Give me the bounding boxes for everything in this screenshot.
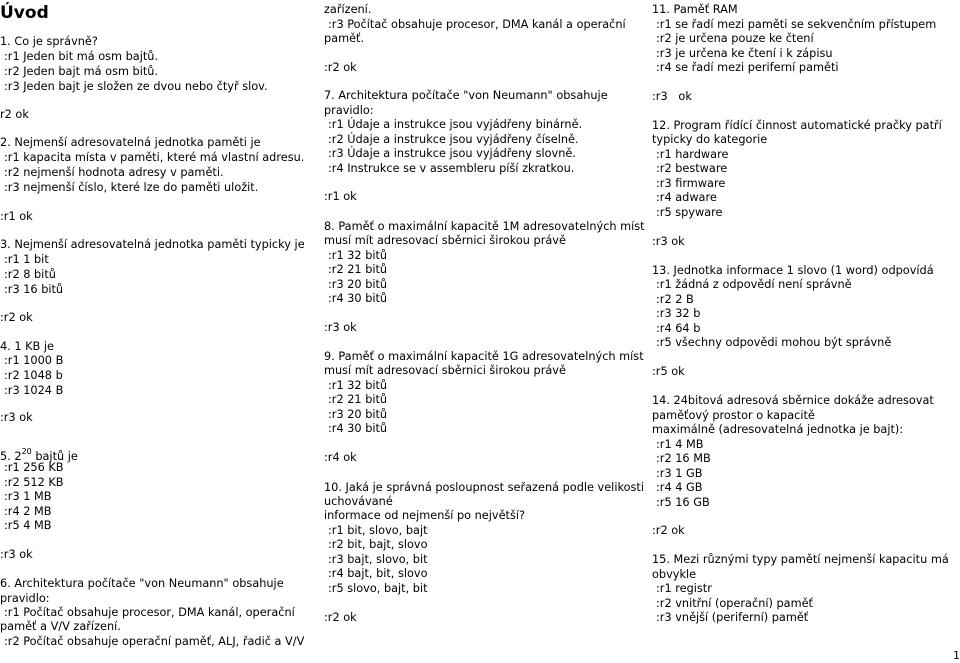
- answer-line: :r1 32 bitů: [328, 249, 388, 262]
- answer-line: :r3 vnější (periferní) paměť: [656, 611, 809, 624]
- answer-line: :r5 4 MB: [4, 519, 52, 532]
- question-9: 9. Paměť o maximální kapacitě 1G adresovatelných míst: [324, 350, 644, 363]
- answer-line: :r2 1048 b: [4, 369, 63, 382]
- correct-answer: :r2 ok: [324, 611, 357, 624]
- question-14-cont: maximálně (adresovatelná jednotka je bajt):: [652, 423, 904, 436]
- answer-line: :r4 adware: [656, 191, 717, 204]
- correct-answer: :r3 ok: [0, 548, 33, 561]
- question-4: 4. 1 KB je: [0, 340, 54, 353]
- answer-line: :r3 je určena ke čtení i k zápisu: [656, 47, 833, 60]
- question-15-cont: obvykle: [652, 568, 697, 581]
- answer-line: :r3 Jeden bajt je složen ze dvou nebo čtyř slov.: [4, 80, 268, 93]
- answer-line: :r2 je určena pouze ke čtení: [656, 32, 814, 45]
- correct-answer: :r3 ok: [324, 321, 357, 334]
- answer-line: :r3 1 GB: [656, 467, 703, 480]
- answer-line: :r1 Jeden bit má osm bajtů.: [4, 50, 159, 63]
- answer-line: :r3 20 bitů: [328, 278, 388, 291]
- answer-line: :r3 nejmenší číslo, které lze do paměti uložit.: [4, 181, 259, 194]
- answer-line: :r5 slovo, bajt, bit: [328, 582, 428, 595]
- answer-line: :r2 2 B: [656, 293, 694, 306]
- correct-answer: :r1 ok: [0, 210, 33, 223]
- answer-line: :r1 se řadí mezi paměti se sekvenčním přístupem: [656, 18, 937, 31]
- answer-line: :r3 Počítač obsahuje procesor, DMA kanál a operační: [328, 18, 626, 31]
- correct-answer: :r3 ok: [652, 235, 685, 248]
- question-7: 7. Architektura počítače "von Neumann" obsahuje: [324, 89, 608, 102]
- correct-answer: :r3 ok: [0, 411, 33, 424]
- question-5-prefix: 5. 2: [0, 450, 22, 463]
- correct-answer: :r2 ok: [0, 311, 33, 324]
- answer-line: :r2 Jeden bajt má osm bitů.: [4, 65, 159, 78]
- question-6: 6. Architektura počítače "von Neumann" obsahuje: [0, 577, 284, 590]
- answer-line: :r4 30 bitů: [328, 292, 388, 305]
- question-11: 11. Paměť RAM: [652, 3, 738, 16]
- answer-line: :r4 30 bitů: [328, 422, 388, 435]
- answer-line: :r1 1 bit: [4, 253, 49, 266]
- answer-line: :r3 1024 B: [4, 384, 64, 397]
- question-2: 2. Nejmenší adresovatelná jednotka paměti je: [0, 136, 261, 149]
- answer-line: :r4 se řadí mezi periferní paměti: [656, 61, 839, 74]
- answer-line: :r2 512 KB: [4, 476, 64, 489]
- answer-line: :r2 Údaje a instrukce jsou vyjádřeny číselně.: [328, 133, 579, 146]
- question-10-cont: informace od nejmenší po největší?: [324, 509, 525, 522]
- answer-line: :r3 20 bitů: [328, 408, 388, 421]
- answer-line: :r2 vnitřní (operační) paměť: [656, 597, 813, 610]
- question-1: 1. Co je správně?: [0, 35, 98, 48]
- answer-line: :r1 1000 B: [4, 354, 64, 367]
- answer-line: :r3 16 bitů: [4, 283, 64, 296]
- answer-line: :r1 Počítač obsahuje procesor, DMA kanál, operační: [4, 606, 295, 619]
- answer-line: :r2 bestware: [656, 162, 728, 175]
- answer-line: :r3 1 MB: [4, 490, 52, 503]
- question-8-cont: musí mít adresovací sběrnici širokou právě: [324, 234, 566, 247]
- question-5-suffix: bajtů je: [31, 450, 78, 463]
- answer-line: :r3 Údaje a instrukce jsou vyjádřeny slovně.: [328, 147, 576, 160]
- answer-line: :r2 nejmenší hodnota adresy v paměti.: [4, 166, 224, 179]
- question-9-cont: musí mít adresovací sběrnici širokou právě: [324, 364, 566, 377]
- answer-line: :r3 32 b: [656, 307, 701, 320]
- answer-line: :r2 21 bitů: [328, 263, 388, 276]
- answer-line: :r4 4 GB: [656, 481, 703, 494]
- question-14-cont: paměťový prostor o kapacitě: [652, 409, 815, 422]
- correct-answer: :r2 ok: [324, 61, 357, 74]
- answer-line: :r1 žádná z odpovědí není správně: [656, 278, 852, 291]
- answer-line: :r1 256 KB: [4, 461, 64, 474]
- question-7-cont: pravidlo:: [324, 104, 374, 117]
- answer-line: :r2 bit, bajt, slovo: [328, 538, 428, 551]
- question-8: 8. Paměť o maximální kapacitě 1M adresovatelných míst: [324, 220, 645, 233]
- question-3: 3. Nejmenší adresovatelná jednotka paměti typicky je: [0, 238, 305, 251]
- question-12-cont: typicky do kategorie: [652, 133, 768, 146]
- answer-line: :r5 16 GB: [656, 496, 710, 509]
- answer-line: :r4 bajt, bit, slovo: [328, 567, 428, 580]
- correct-answer: :r1 ok: [324, 190, 357, 203]
- answer-line: :r1 Údaje a instrukce jsou vyjádřeny binárně.: [328, 118, 583, 131]
- answer-line: paměť.: [324, 32, 365, 45]
- answer-line: :r3 bajt, slovo, bit: [328, 553, 428, 566]
- question-10-cont: uchovávané: [324, 495, 393, 508]
- question-15: 15. Mezi různými typy pamětí nejmenší kapacitu má: [652, 553, 949, 566]
- answer-line: :r3 firmware: [656, 177, 726, 190]
- answer-line: :r4 64 b: [656, 322, 701, 335]
- document-heading: Úvod: [0, 3, 49, 23]
- answer-line: :r1 registr: [656, 582, 712, 595]
- answer-line: zařízení.: [324, 3, 372, 16]
- answer-line: :r5 spyware: [656, 206, 723, 219]
- answer-line: :r2 21 bitů: [328, 393, 388, 406]
- question-14: 14. 24bitová adresová sběrnice dokáže adresovat: [652, 394, 934, 407]
- answer-line: :r2 8 bitů: [4, 268, 56, 281]
- page-number: 1: [953, 649, 960, 662]
- correct-answer: r2 ok: [0, 108, 29, 121]
- answer-line: :r2 16 MB: [656, 452, 711, 465]
- question-5-exponent: 20: [21, 447, 32, 456]
- answer-line: :r1 kapacita místa v paměti, které má vlastní adresu.: [4, 151, 305, 164]
- answer-line: :r1 32 bitů: [328, 379, 388, 392]
- correct-answer: :r5 ok: [652, 365, 685, 378]
- answer-line: :r1 4 MB: [656, 438, 704, 451]
- answer-line: :r1 bit, slovo, bajt: [328, 524, 428, 537]
- correct-answer: :r4 ok: [324, 451, 357, 464]
- answer-line: :r2 Počítač obsahuje operační paměť, ALJ, řadič a V/V: [4, 635, 305, 648]
- answer-line: paměť a V/V zařízení.: [0, 620, 121, 633]
- answer-line: :r4 2 MB: [4, 505, 52, 518]
- question-12: 12. Program řídící činnost automatické pračky patří: [652, 119, 942, 132]
- answer-line: :r5 všechny odpovědi mohou být správně: [656, 336, 892, 349]
- question-10: 10. Jaká je správná posloupnost seřazená podle velikosti: [324, 481, 644, 494]
- question-6-cont: pravidlo:: [0, 592, 50, 605]
- correct-answer: :r2 ok: [652, 524, 685, 537]
- answer-line: :r4 Instrukce se v assembleru píší zkratkou.: [328, 162, 575, 175]
- answer-line: :r1 hardware: [656, 148, 729, 161]
- question-13: 13. Jednotka informace 1 slovo (1 word) odpovídá: [652, 264, 934, 277]
- correct-answer: :r3 ok: [652, 90, 692, 103]
